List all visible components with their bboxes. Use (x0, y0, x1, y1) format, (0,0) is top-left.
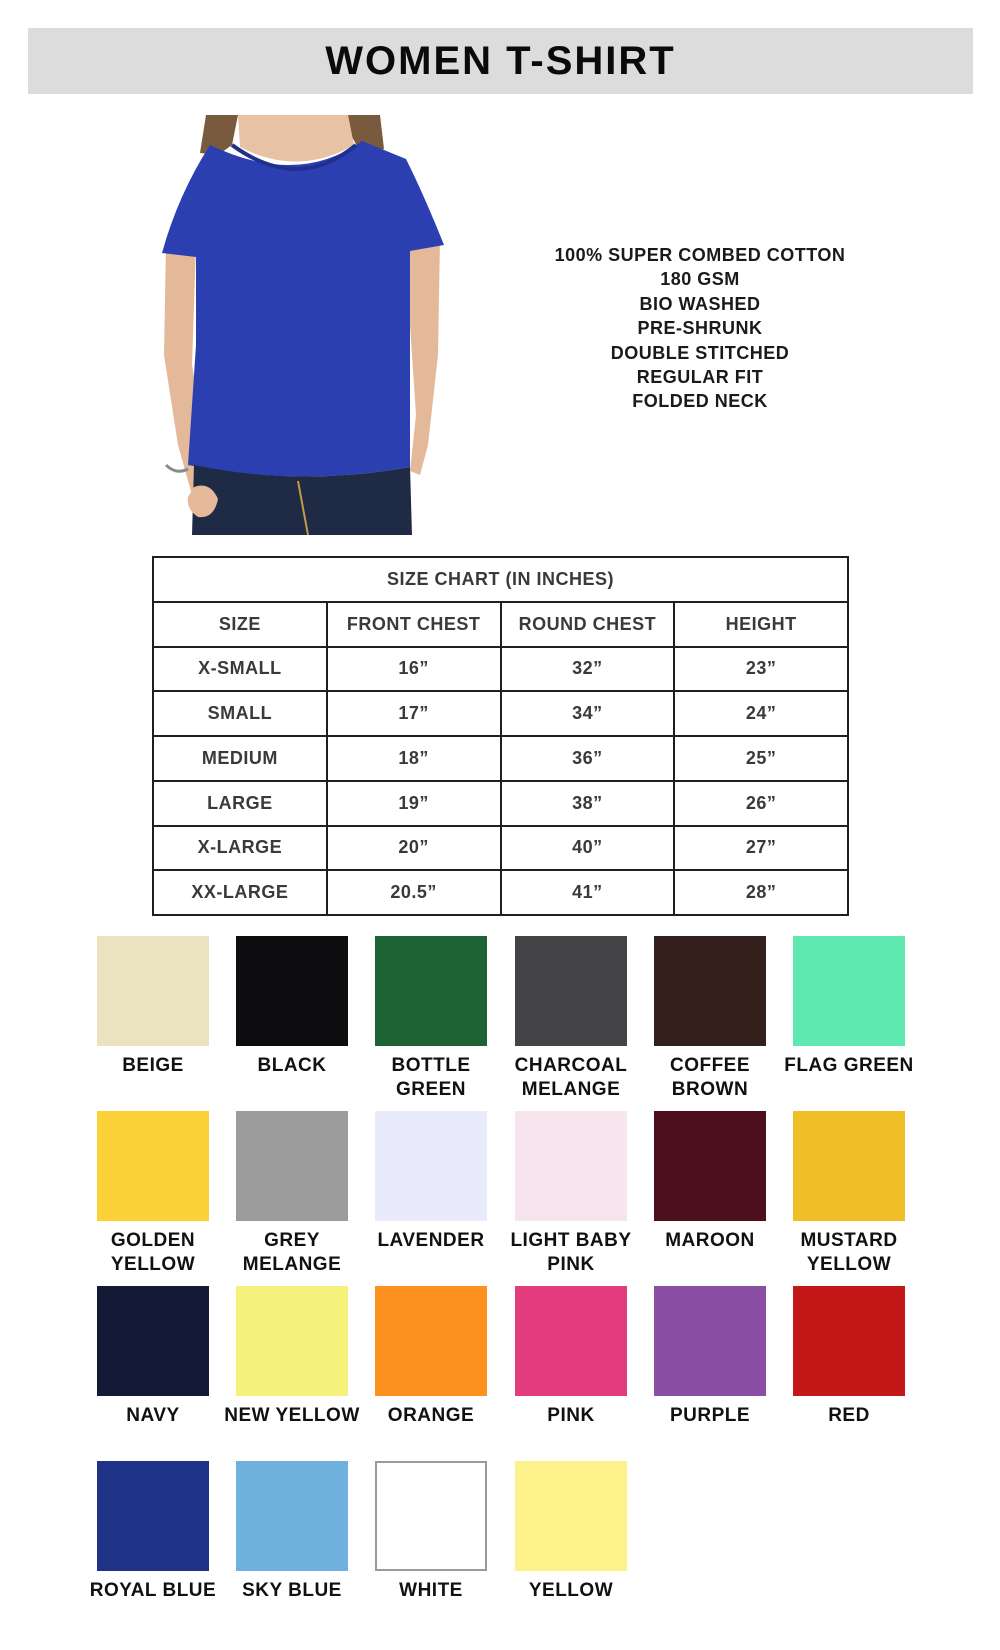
spec-item: FOLDED NECK (632, 391, 768, 412)
color-chip (236, 1286, 348, 1396)
size-cell: MEDIUM (153, 736, 327, 781)
color-chip (97, 936, 209, 1046)
specs-list (520, 243, 880, 414)
front-chest-cell: 17” (327, 691, 501, 736)
round-chest-cell: 34” (501, 691, 675, 736)
color-label: ROYAL BLUE (89, 1580, 217, 1601)
round-chest-cell: 32” (501, 647, 675, 692)
color-label: GREY MELANGE (242, 1230, 342, 1275)
color-label: COFFEE BROWN (669, 1055, 751, 1100)
color-chip (97, 1111, 209, 1221)
color-chip (515, 1461, 627, 1571)
color-swatch[interactable] (375, 1111, 487, 1253)
color-label: WHITE (399, 1580, 463, 1601)
round-chest-cell: 38” (501, 781, 675, 826)
color-swatch[interactable] (236, 936, 348, 1078)
color-label: BOTTLE GREEN (391, 1055, 471, 1100)
color-swatch[interactable] (97, 936, 209, 1078)
neck (238, 115, 354, 162)
color-swatch[interactable] (97, 1286, 209, 1428)
round-chest-cell: 41” (501, 870, 675, 915)
size-cell: X-LARGE (153, 826, 327, 871)
right-arm (410, 237, 440, 475)
color-chip (793, 1286, 905, 1396)
color-swatch[interactable] (654, 936, 766, 1102)
size-cell: LARGE (153, 781, 327, 826)
front-chest-cell: 16” (327, 647, 501, 692)
color-chip (236, 936, 348, 1046)
height-cell: 24” (674, 691, 848, 736)
color-label: PURPLE (669, 1405, 751, 1426)
color-swatch[interactable] (515, 1286, 627, 1428)
size-chart-header-row (153, 602, 848, 647)
color-label: NAVY (126, 1405, 180, 1426)
color-label: BEIGE (122, 1055, 184, 1076)
size-chart-title: SIZE CHART (IN INCHES) (153, 557, 848, 602)
color-chip (654, 1286, 766, 1396)
size-cell: SMALL (153, 691, 327, 736)
color-chip (375, 1111, 487, 1221)
color-swatch[interactable] (793, 1111, 905, 1277)
color-chip (515, 1111, 627, 1221)
color-swatch[interactable] (375, 936, 487, 1102)
color-swatch[interactable] (784, 936, 914, 1078)
round-chest-cell: 40” (501, 826, 675, 871)
table-row (153, 781, 848, 826)
column-header: SIZE (153, 602, 327, 647)
spec-item: BIO WASHED (639, 293, 761, 314)
color-swatch[interactable] (224, 1286, 360, 1428)
spec-item: PRE-SHRUNK (637, 318, 763, 339)
color-label: LAVENDER (377, 1230, 485, 1251)
table-row (153, 691, 848, 736)
color-label: GOLDEN YELLOW (110, 1230, 196, 1275)
title-banner (28, 28, 973, 94)
size-cell: X-SMALL (153, 647, 327, 692)
table-row (153, 736, 848, 781)
height-cell: 23” (674, 647, 848, 692)
color-label: CHARCOAL MELANGE (514, 1055, 628, 1100)
spec-item: 180 GSM (660, 269, 740, 290)
column-header: ROUND CHEST (501, 602, 675, 647)
height-cell: 26” (674, 781, 848, 826)
height-cell: 28” (674, 870, 848, 915)
color-swatch[interactable] (89, 1461, 217, 1603)
column-header: FRONT CHEST (327, 602, 501, 647)
color-label: PINK (547, 1405, 595, 1426)
color-swatch[interactable] (375, 1461, 487, 1603)
color-swatch[interactable] (515, 1461, 627, 1603)
color-label: RED (828, 1405, 870, 1426)
color-label: NEW YELLOW (224, 1405, 360, 1426)
size-chart-title-row (153, 557, 848, 602)
color-chip (793, 936, 905, 1046)
spec-item: REGULAR FIT (636, 367, 764, 388)
color-chip (375, 936, 487, 1046)
color-label: MAROON (665, 1230, 755, 1251)
table-row (153, 826, 848, 871)
color-chip (515, 1286, 627, 1396)
color-swatch[interactable] (236, 1461, 348, 1603)
color-chip (236, 1111, 348, 1221)
height-cell: 25” (674, 736, 848, 781)
color-swatch[interactable] (515, 936, 627, 1102)
model-photo (148, 115, 478, 535)
color-label: SKY BLUE (242, 1580, 342, 1601)
color-swatch[interactable] (654, 1111, 766, 1253)
size-chart-table (152, 556, 849, 916)
color-label: BLACK (257, 1055, 327, 1076)
color-label: LIGHT BABY PINK (510, 1230, 632, 1275)
color-swatch[interactable] (375, 1286, 487, 1428)
hair (200, 115, 238, 155)
front-chest-cell: 20” (327, 826, 501, 871)
page-title: WOMEN T-SHIRT (325, 38, 676, 83)
spec-item: 100% SUPER COMBED COTTON (554, 245, 846, 265)
spec-item: DOUBLE STITCHED (610, 342, 790, 363)
color-swatch[interactable] (97, 1111, 209, 1277)
front-chest-cell: 19” (327, 781, 501, 826)
color-chip (236, 1461, 348, 1571)
height-cell: 27” (674, 826, 848, 871)
table-row (153, 870, 848, 915)
size-cell: XX-LARGE (153, 870, 327, 915)
color-chip (375, 1286, 487, 1396)
color-swatch[interactable] (510, 1111, 632, 1277)
round-chest-cell: 36” (501, 736, 675, 781)
tshirt (162, 141, 444, 477)
color-chip (654, 1111, 766, 1221)
table-row (153, 647, 848, 692)
color-chip (97, 1461, 209, 1571)
column-header: HEIGHT (674, 602, 848, 647)
color-label: YELLOW (528, 1580, 614, 1601)
color-swatch[interactable] (793, 1286, 905, 1428)
color-label: MUSTARD YELLOW (800, 1230, 898, 1275)
front-chest-cell: 18” (327, 736, 501, 781)
color-label: ORANGE (387, 1405, 475, 1426)
front-chest-cell: 20.5” (327, 870, 501, 915)
color-swatch[interactable] (654, 1286, 766, 1428)
color-swatch[interactable] (236, 1111, 348, 1277)
color-chip (793, 1111, 905, 1221)
color-chip (515, 936, 627, 1046)
color-label: FLAG GREEN (784, 1055, 914, 1076)
color-chip (375, 1461, 487, 1571)
color-chip (97, 1286, 209, 1396)
color-chip (654, 936, 766, 1046)
